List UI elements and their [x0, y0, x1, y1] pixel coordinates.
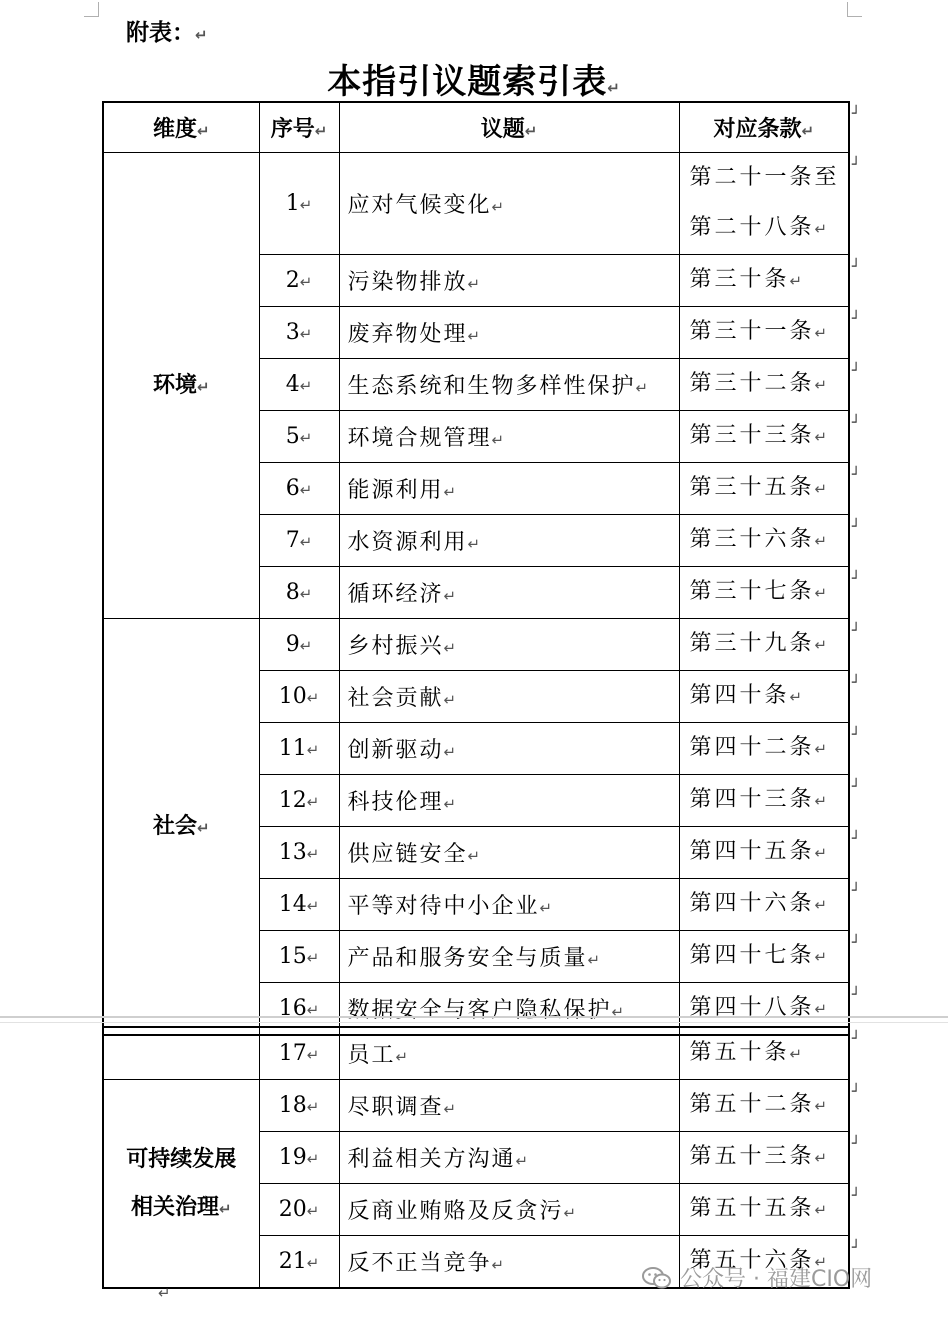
paragraph-mark: ↵: [814, 1201, 831, 1219]
paragraph-mark: ↵: [814, 220, 831, 238]
row-end-mark: ┘: [852, 414, 861, 431]
paragraph-mark: ↵: [443, 639, 459, 657]
row-end-mark: ┘: [852, 882, 861, 899]
paragraph-mark: ↵: [196, 377, 210, 396]
table-header-row: [103, 102, 849, 153]
paragraph-mark: ↵: [299, 196, 313, 214]
row-end-mark: ┘: [852, 1083, 861, 1100]
dimension-cell-empty: [103, 1027, 259, 1080]
paragraph-mark: ↵: [635, 379, 651, 397]
topic-index-table: [102, 101, 850, 1036]
paragraph-mark: ↵: [196, 122, 210, 140]
row-end-mark: ┘: [852, 1031, 861, 1047]
number-cell: 6↵: [259, 463, 339, 515]
row-end-mark: ┘: [852, 518, 861, 535]
row-end-mark: ┘: [852, 258, 861, 275]
paragraph-mark: ↵: [814, 1149, 831, 1167]
paragraph-mark: ↵: [306, 845, 320, 863]
paragraph-mark: ↵: [814, 844, 831, 862]
topic-cell: 员工↵: [339, 1027, 679, 1080]
paragraph-mark: ↵: [814, 428, 831, 446]
paragraph-mark: ↵: [306, 689, 320, 707]
clause-cell: 第五十二条↵: [679, 1080, 849, 1132]
row-end-mark: ┘: [852, 362, 861, 379]
paragraph-mark: ↵: [306, 793, 320, 811]
dimension-cell: 可持续发展 相关治理↵: [103, 1080, 259, 1289]
paragraph-mark: ↵: [491, 198, 507, 216]
number-cell: 12↵: [259, 775, 339, 827]
paragraph-mark: ↵: [515, 1152, 531, 1170]
topic-cell: 平等对待中小企业↵: [339, 879, 679, 931]
number-cell: 17↵: [259, 1027, 339, 1080]
number-cell: 20↵: [259, 1184, 339, 1236]
clause-cell: 第四十八条↵: [679, 983, 849, 1036]
topic-index-table-continued: [102, 1026, 850, 1289]
paragraph-mark: ↵: [467, 275, 483, 293]
paragraph-mark: ↵: [443, 1100, 459, 1118]
paragraph-mark: ↵: [306, 1001, 320, 1019]
topic-cell: 环境合规管理↵: [339, 411, 679, 463]
topic-cell: 尽职调查↵: [339, 1080, 679, 1132]
row-end-mark: ┘: [852, 1239, 861, 1256]
paragraph-mark: ↵: [299, 325, 313, 343]
number-cell: 2↵: [259, 255, 339, 307]
dimension-cell: 环境↵: [103, 153, 259, 619]
paragraph-mark: ↵: [814, 1253, 831, 1271]
paragraph-mark: ↵: [306, 741, 320, 759]
page-break: [0, 1016, 948, 1018]
paragraph-mark: ↵: [443, 691, 459, 709]
paragraph-mark: ↵: [814, 1097, 831, 1115]
paragraph-mark: ↵: [789, 1045, 806, 1063]
clause-cell: 第三十九条↵: [679, 619, 849, 671]
clause-cell: 第五十三条↵: [679, 1132, 849, 1184]
topic-cell: 废弃物处理↵: [339, 307, 679, 359]
number-cell: 9↵: [259, 619, 339, 671]
paragraph-mark: ↵: [563, 1204, 579, 1222]
paragraph-mark: ↵: [395, 1048, 411, 1066]
paragraph-mark: ↵: [218, 1199, 232, 1218]
topic-cell: 循环经济↵: [339, 567, 679, 619]
paragraph-mark: ↵: [814, 636, 831, 654]
row-end-mark: ┘: [852, 622, 861, 639]
number-cell: 19↵: [259, 1132, 339, 1184]
row-end-mark: ┘: [852, 986, 861, 1003]
paragraph-mark: ↵: [306, 949, 320, 967]
clause-cell: 第三十三条↵: [679, 411, 849, 463]
number-cell: 16↵: [259, 983, 339, 1036]
row-end-mark: ┘: [852, 1187, 861, 1204]
clause-cell: 第四十条↵: [679, 671, 849, 723]
paragraph-mark: ↵: [299, 429, 313, 447]
number-cell: 4↵: [259, 359, 339, 411]
number-cell: 10↵: [259, 671, 339, 723]
paragraph-mark: ↵: [814, 792, 831, 810]
clause-cell: 第四十二条↵: [679, 723, 849, 775]
paragraph-mark: ↵: [814, 740, 831, 758]
paragraph-mark: ↵: [306, 1202, 320, 1220]
number-cell: 8↵: [259, 567, 339, 619]
header-clause: 对应条款↵: [679, 102, 849, 153]
number-cell: 11↵: [259, 723, 339, 775]
clause-cell: 第三十条↵: [679, 255, 849, 307]
clause-cell: 第二十一条至 第二十八条↵: [679, 153, 849, 255]
clause-cell: 第三十五条↵: [679, 463, 849, 515]
topic-cell: 应对气候变化↵: [339, 153, 679, 255]
row-end-mark: ┘: [852, 1135, 861, 1152]
number-cell: 14↵: [259, 879, 339, 931]
paragraph-mark: ↵: [443, 483, 459, 501]
clause-cell: 第三十一条↵: [679, 307, 849, 359]
paragraph-mark: ↵: [491, 1256, 507, 1274]
paragraph-mark: ↵: [306, 1254, 320, 1272]
paragraph-mark: ↵: [814, 948, 831, 966]
dimension-cell: 社会↵: [103, 619, 259, 1036]
topic-cell: 乡村振兴↵: [339, 619, 679, 671]
topic-cell: 产品和服务安全与质量↵: [339, 931, 679, 983]
paragraph-mark: ↵: [789, 272, 806, 290]
paragraph-mark: ↵: [299, 533, 313, 551]
paragraph-mark: ↵: [467, 327, 483, 345]
clause-cell: 第三十六条↵: [679, 515, 849, 567]
topic-cell: 社会贡献↵: [339, 671, 679, 723]
topic-cell: 供应链安全↵: [339, 827, 679, 879]
paragraph-mark: ↵: [443, 587, 459, 605]
number-cell: 13↵: [259, 827, 339, 879]
table-row: [103, 153, 849, 255]
paragraph-mark: ↵: [306, 1046, 320, 1064]
clause-cell: 第四十五条↵: [679, 827, 849, 879]
paragraph-mark: ↵: [299, 481, 313, 499]
page-break: [0, 1022, 948, 1023]
paragraph-mark: ↵: [814, 376, 831, 394]
topic-cell: 水资源利用↵: [339, 515, 679, 567]
row-end-mark: ┘: [852, 310, 861, 327]
paragraph-mark: ↵: [299, 585, 313, 603]
page-corner-mark: [84, 2, 99, 17]
document-title: 本指引议题索引表↵: [327, 62, 621, 102]
topic-cell: 反不正当竞争↵: [339, 1236, 679, 1289]
header-topic: 议题↵: [339, 102, 679, 153]
paragraph-mark: ↵: [611, 1003, 627, 1021]
paragraph-mark: ↵: [306, 1098, 320, 1116]
paragraph-mark: ↵: [814, 324, 831, 342]
clause-cell: 第四十六条↵: [679, 879, 849, 931]
header-number: 序号↵: [259, 102, 339, 153]
paragraph-mark: ↵: [539, 899, 555, 917]
topic-cell: 生态系统和生物多样性保护↵: [339, 359, 679, 411]
number-cell: 18↵: [259, 1080, 339, 1132]
clause-cell: 第五十条↵: [679, 1027, 849, 1080]
table-row: [103, 619, 849, 671]
table-row: [103, 1080, 849, 1132]
clause-cell: 第三十二条↵: [679, 359, 849, 411]
paragraph-mark: ↵: [801, 122, 815, 140]
clause-cell: 第四十三条↵: [679, 775, 849, 827]
paragraph-mark: ↵: [306, 897, 320, 915]
paragraph-mark: ↵: [814, 1000, 831, 1018]
topic-cell: 科技伦理↵: [339, 775, 679, 827]
topic-cell: 污染物排放↵: [339, 255, 679, 307]
paragraph-mark: ↵: [814, 532, 831, 550]
row-end-mark: ┘: [852, 726, 861, 743]
paragraph-mark: ↵: [195, 26, 208, 44]
row-end-mark: ┘: [852, 156, 861, 173]
number-cell: 15↵: [259, 931, 339, 983]
paragraph-mark: ↵: [299, 377, 313, 395]
appendix-label: 附表：↵: [126, 19, 208, 46]
watermark: [642, 1262, 872, 1293]
number-cell: 5↵: [259, 411, 339, 463]
paragraph-mark: ↵: [306, 1150, 320, 1168]
paragraph-mark: ↵: [607, 79, 621, 97]
table-row: [103, 1027, 849, 1080]
topic-cell: 能源利用↵: [339, 463, 679, 515]
clause-cell: 第五十六条↵: [679, 1236, 849, 1289]
paragraph-mark: ↵: [467, 535, 483, 553]
paragraph-mark: ↵: [524, 122, 538, 140]
paragraph-end-mark: ↵: [158, 1284, 171, 1302]
topic-cell: 利益相关方沟通↵: [339, 1132, 679, 1184]
paragraph-mark: ↵: [814, 480, 831, 498]
number-cell: 7↵: [259, 515, 339, 567]
paragraph-mark: ↵: [196, 818, 210, 837]
paragraph-mark: ↵: [299, 273, 313, 291]
paragraph-mark: ↵: [299, 637, 313, 655]
clause-cell: 第三十七条↵: [679, 567, 849, 619]
paragraph-mark: ↵: [814, 896, 831, 914]
watermark-text: 公众号 · 福建CIO网: [680, 1267, 873, 1292]
row-end-mark: ┘: [852, 106, 861, 122]
paragraph-mark: ↵: [587, 951, 603, 969]
clause-cell: 第四十七条↵: [679, 931, 849, 983]
row-end-mark: ┘: [852, 674, 861, 691]
row-end-mark: ┘: [852, 934, 861, 951]
paragraph-mark: ↵: [789, 688, 806, 706]
paragraph-mark: ↵: [814, 584, 831, 602]
paragraph-mark: ↵: [314, 122, 328, 140]
row-end-mark: ┘: [852, 778, 861, 795]
row-end-mark: ┘: [852, 830, 861, 847]
paragraph-mark: ↵: [443, 743, 459, 761]
topic-cell: 创新驱动↵: [339, 723, 679, 775]
wechat-icon: [642, 1266, 672, 1290]
number-cell: 1↵: [259, 153, 339, 255]
page-corner-mark: [847, 2, 862, 17]
number-cell: 21↵: [259, 1236, 339, 1289]
header-dimension: 维度↵: [103, 102, 259, 153]
paragraph-mark: ↵: [491, 431, 507, 449]
paragraph-mark: ↵: [443, 795, 459, 813]
row-end-mark: ┘: [852, 466, 861, 483]
topic-cell: 数据安全与客户隐私保护↵: [339, 983, 679, 1036]
clause-cell: 第五十五条↵: [679, 1184, 849, 1236]
number-cell: 3↵: [259, 307, 339, 359]
row-end-mark: ┘: [852, 570, 861, 587]
paragraph-mark: ↵: [467, 847, 483, 865]
topic-cell: 反商业贿赂及反贪污↵: [339, 1184, 679, 1236]
